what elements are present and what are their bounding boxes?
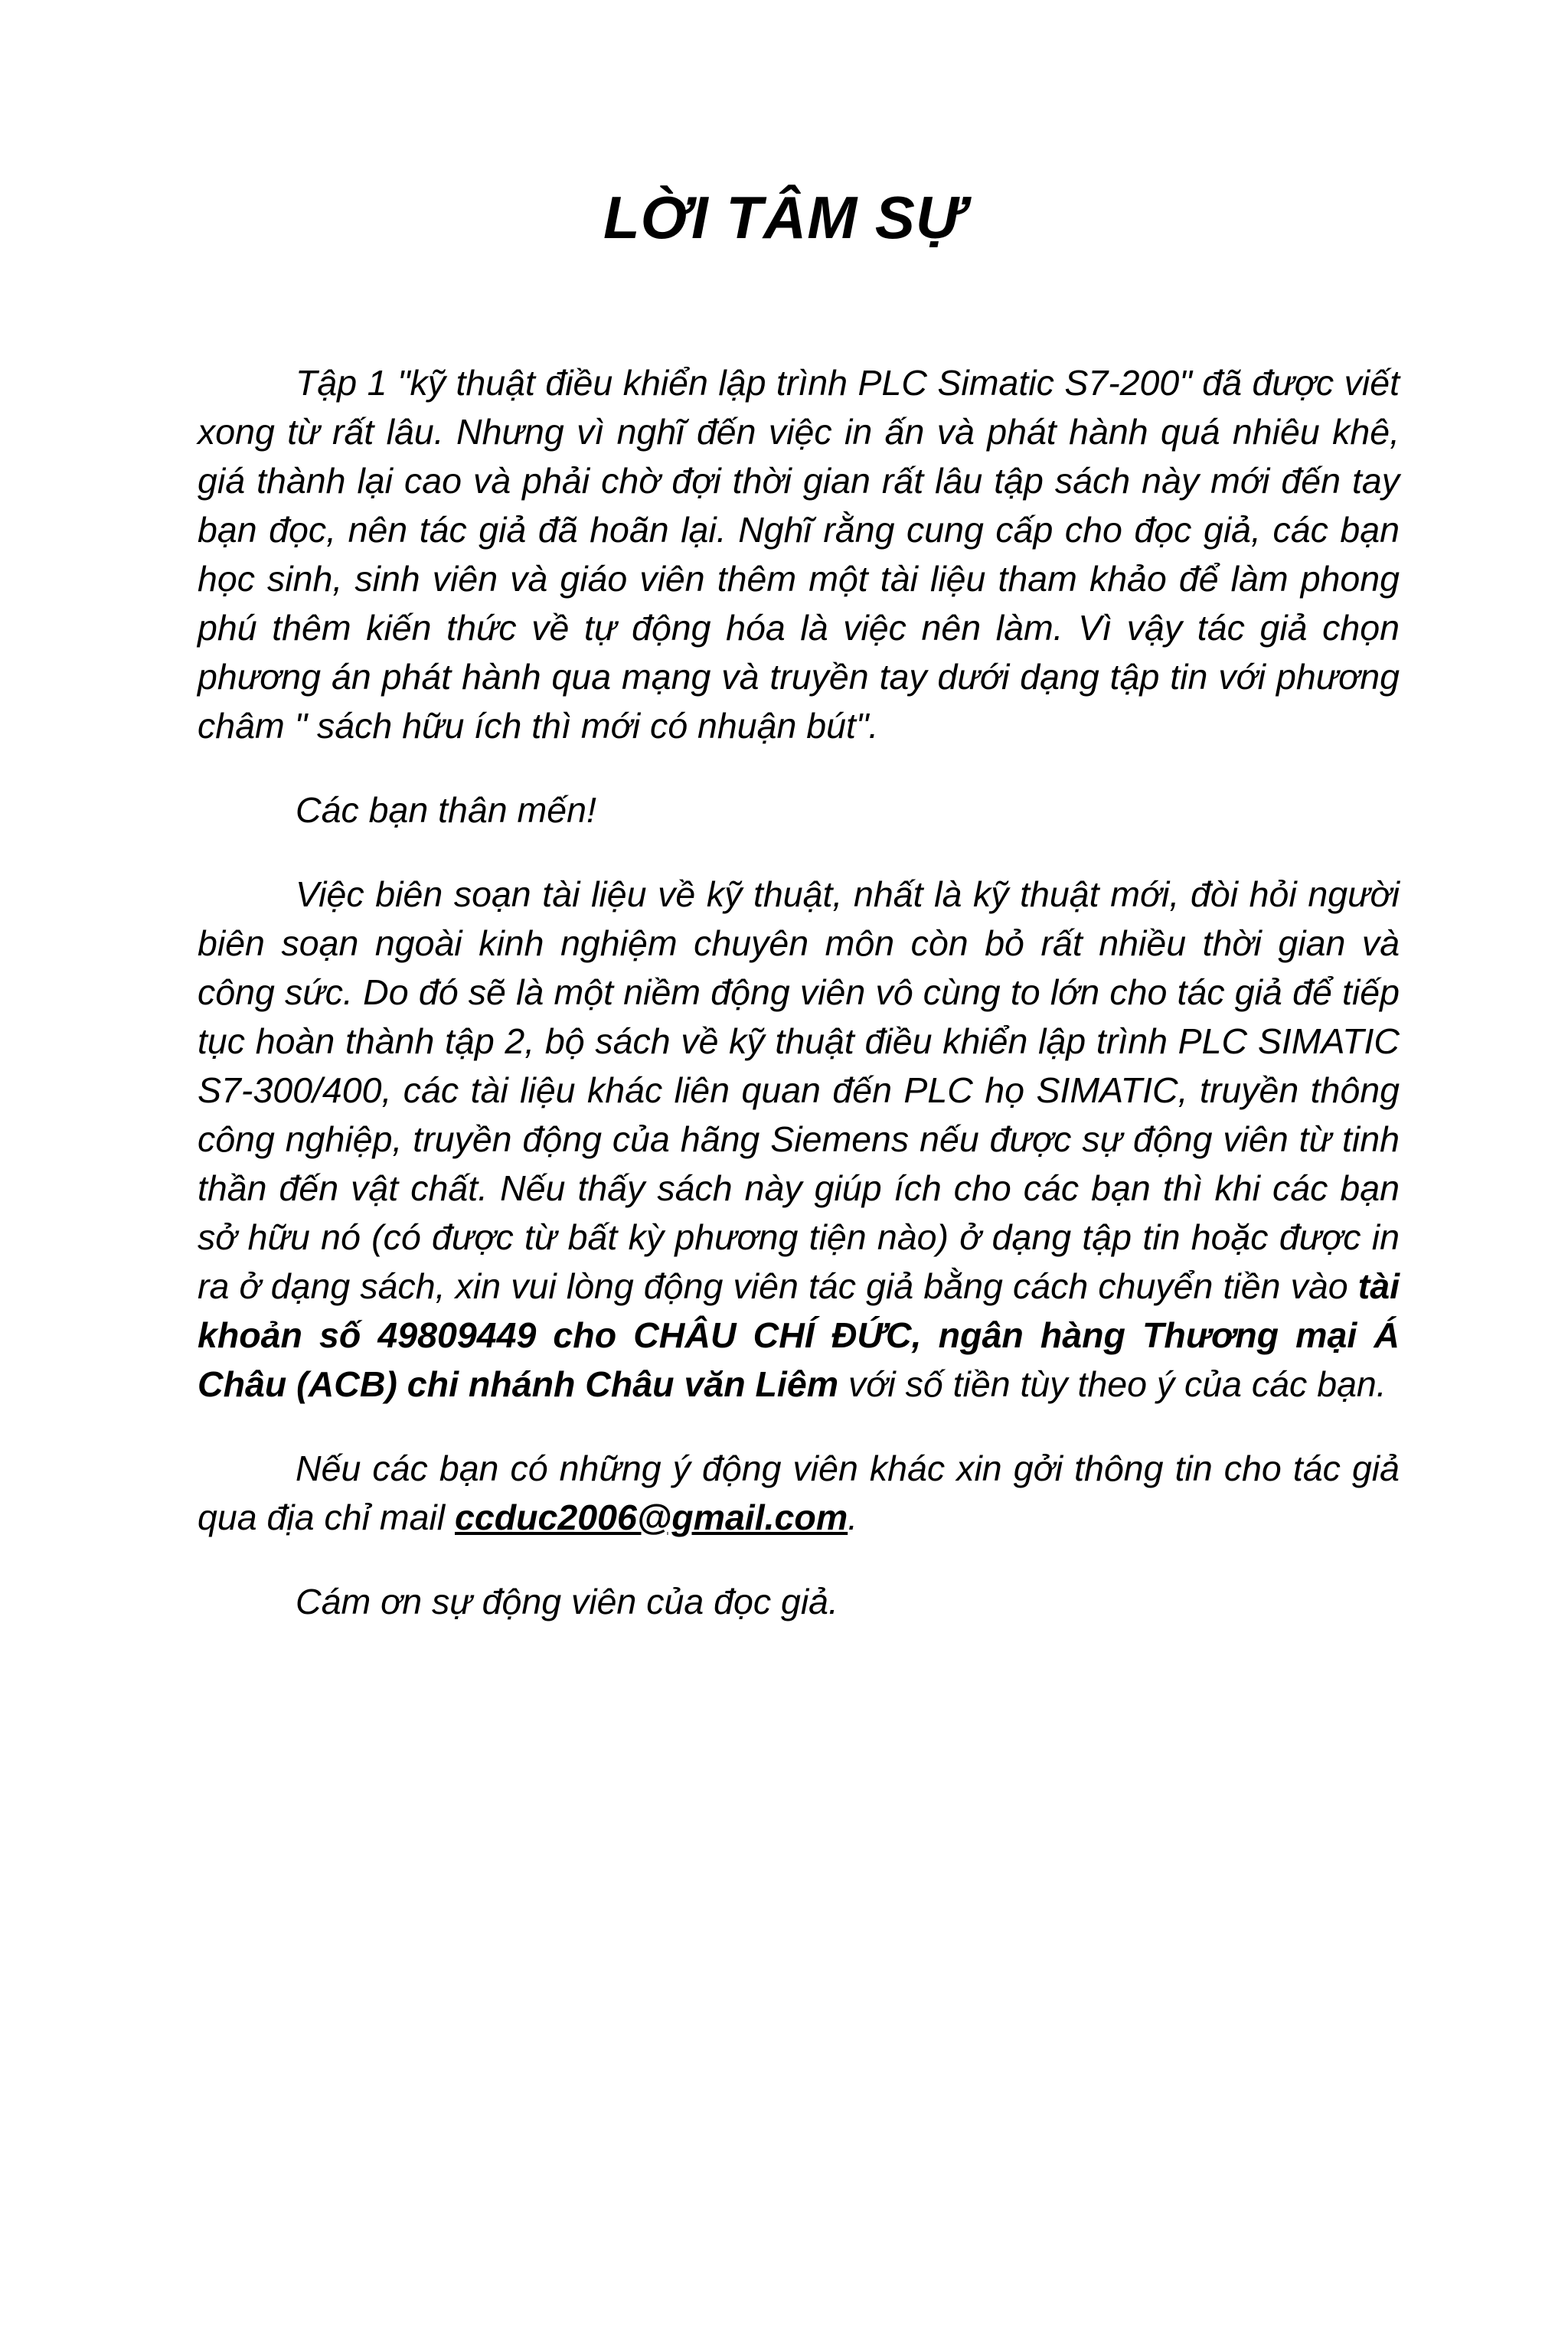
- email-link[interactable]: ccduc2006@gmail.com: [455, 1497, 848, 1537]
- paragraph-intro: Tập 1 "kỹ thuật điều khiển lập trình PLC Simatic S7-200" đã được viết xong từ rất lâu. Nhưng vì nghĩ đến việc in ấn và phát hành quá nhiêu khê, giá thành lại cao và phải chờ đợi thời gian rất lâu tập sách này mới đến tay bạn đọc, nên tác giả đã hoãn lại. Nghĩ rằng cung cấp cho đọc giả, các bạn học sinh, sinh viên và giáo viên thêm một tài liệu tham khảo để làm phong phú thêm kiến thức về tự động hóa là việc nên làm. Vì vậy tác giả chọn phương án phát hành qua mạng và truyền tay dưới dạng tập tin với phương châm " sách hữu ích thì mới có nhuận bút".: [198, 363, 1400, 746]
- body-text: [198, 358, 1400, 1661]
- paragraph-greeting: Các bạn thân mến!: [296, 790, 596, 830]
- paragraph-contact: [198, 1444, 1400, 1542]
- bank-account-info: tài khoản số 49809449 cho CHÂU CHÍ ĐỨC, ngân hàng Thương mại Á Châu (ACB) chi nhánh Châu văn Liêm: [198, 1266, 1400, 1404]
- contact-text: Nếu các bạn có những ý động viên khác xin gởi thông tin cho tác giả qua địa chỉ mail: [198, 1448, 1400, 1537]
- donation-text-end: với số tiền tùy theo ý của các bạn.: [838, 1364, 1387, 1404]
- contact-text-end: .: [848, 1497, 858, 1537]
- paragraph-donation: [198, 870, 1400, 1409]
- page-title: LỜI TÂM SỰ: [603, 184, 965, 251]
- paragraph-closing: Cám ơn sự động viên của đọc giả.: [296, 1582, 838, 1621]
- donation-text: Việc biên soạn tài liệu về kỹ thuật, nhất là kỹ thuật mới, đòi hỏi người biên soạn ngoài kinh nghiệm chuyên môn còn bỏ rất nhiều thời gian và công sức. Do đó sẽ là một niềm động viên vô cùng to lớn cho tác giả để tiếp tục hoàn thành tập 2, bộ sách về kỹ thuật điều khiển lập trình PLC SIMATIC S7-300/400, các tài liệu khác liên quan đến PLC họ SIMATIC, truyền thông công nghiệp, truyền động của hãng Siemens nếu được sự động viên từ tinh thần đến vật chất. Nếu thấy sách này giúp ích cho các bạn thì khi các bạn sở hữu nó (có được từ bất kỳ phương tiện nào) ở dạng tập tin hoặc được in ra ở dạng sách, xin vui lòng động viên tác giả bằng cách chuyển tiền vào: [198, 874, 1400, 1306]
